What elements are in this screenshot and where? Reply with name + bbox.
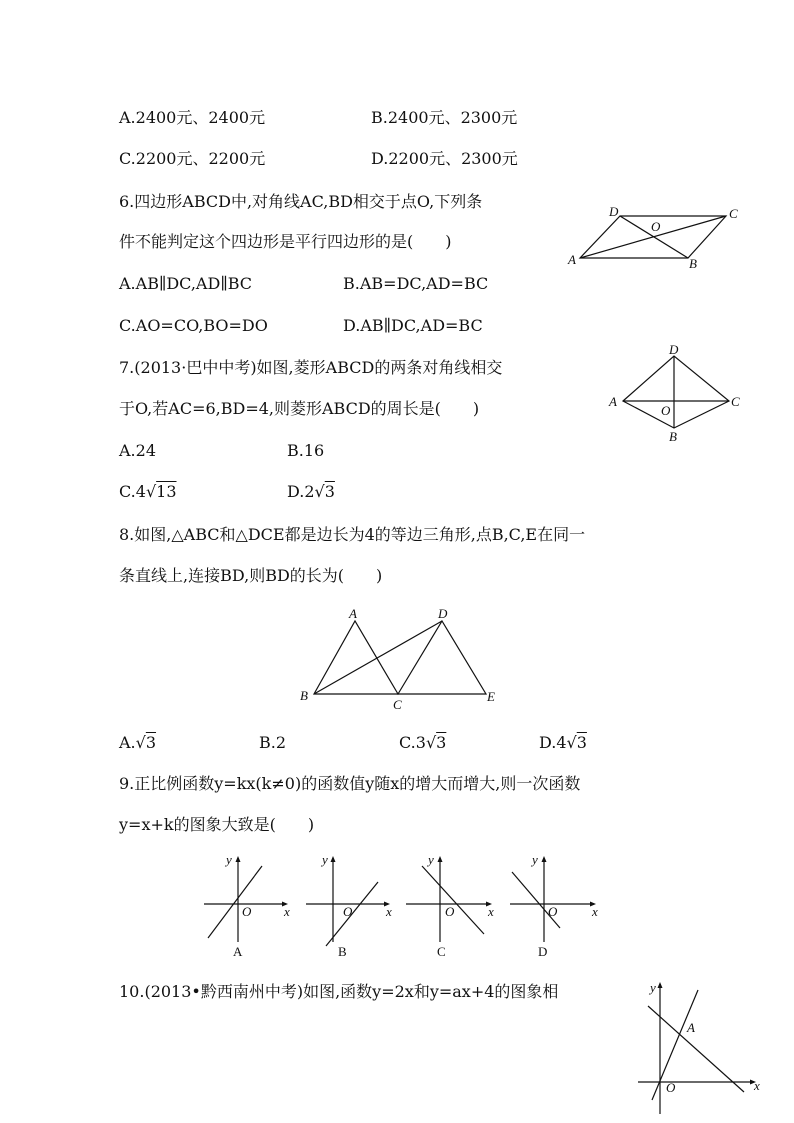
label-b: B bbox=[689, 256, 697, 271]
svg-text:y: y bbox=[428, 852, 434, 867]
q6-option-b: B.AB=DC,AD=BC bbox=[343, 274, 489, 293]
label-c: C bbox=[731, 394, 740, 409]
label-o: O bbox=[661, 403, 671, 418]
sqrt-symbol: √ bbox=[314, 482, 325, 501]
sqrt-symbol: √ bbox=[425, 733, 437, 752]
graph-label-b: B bbox=[338, 944, 347, 959]
q8-triangles-figure bbox=[296, 604, 506, 714]
q8-stem-line2: 条直线上,连接BD,则BD的长为( ) bbox=[119, 566, 383, 585]
q9-graph-c bbox=[402, 850, 498, 962]
q6-parallelogram-figure bbox=[560, 200, 750, 272]
q5-option-b: B.2400元、2300元 bbox=[371, 108, 518, 127]
graph-label-c: C bbox=[437, 944, 446, 959]
q6-stem-line2: 件不能判定这个四边形是平行四边形的是( ) bbox=[119, 232, 452, 251]
q8-option-d: D.4√3 bbox=[539, 733, 587, 752]
label-e: E bbox=[487, 689, 495, 704]
q6-stem-line1: 6.四边形ABCD中,对角线AC,BD相交于点O,下列条 bbox=[119, 192, 483, 211]
q7-option-c: C.4√13 bbox=[119, 482, 177, 501]
q6-option-c: C.AO=CO,BO=DO bbox=[119, 316, 268, 335]
label-a: A bbox=[349, 606, 357, 621]
q9-graph-b bbox=[300, 850, 396, 962]
q7-rhombus-figure bbox=[605, 342, 745, 444]
label-a: A bbox=[568, 252, 576, 267]
label-c: C bbox=[729, 206, 738, 221]
q8-option-a: A.√3 bbox=[119, 733, 157, 752]
sqrt-symbol: √ bbox=[135, 733, 146, 752]
svg-text:x: x bbox=[488, 904, 494, 919]
svg-text:O: O bbox=[445, 904, 455, 919]
label-d: D bbox=[438, 606, 448, 621]
graph-label-a: A bbox=[233, 944, 243, 959]
svg-text:O: O bbox=[548, 904, 558, 919]
q10-graph bbox=[630, 972, 764, 1118]
svg-text:y: y bbox=[650, 980, 656, 995]
sqrt-symbol: √ bbox=[566, 733, 577, 752]
graph-label-d: D bbox=[538, 944, 548, 959]
label-b: B bbox=[669, 429, 677, 444]
q7-stem-line1: 7.(2013·巴中中考)如图,菱形ABCD的两条对角线相交 bbox=[119, 358, 503, 377]
svg-text:y: y bbox=[226, 852, 232, 867]
q5-option-c: C.2200元、2200元 bbox=[119, 149, 266, 168]
label-o: O bbox=[651, 219, 661, 234]
svg-text:O: O bbox=[343, 904, 353, 919]
sqrt-symbol: √ bbox=[145, 482, 157, 501]
label-c: C bbox=[393, 697, 402, 712]
svg-text:y: y bbox=[322, 852, 328, 867]
q6-option-a: A.AB∥DC,AD∥BC bbox=[119, 274, 252, 293]
svg-text:O: O bbox=[666, 1080, 676, 1095]
label-d: D bbox=[609, 204, 619, 219]
q7-option-d: D.2√3 bbox=[287, 482, 335, 501]
svg-text:x: x bbox=[386, 904, 392, 919]
q9-stem-line2: y=x+k的图象大致是( ) bbox=[119, 815, 315, 834]
svg-text:y: y bbox=[532, 852, 538, 867]
svg-text:O: O bbox=[242, 904, 252, 919]
label-a: A bbox=[609, 394, 617, 409]
q8-option-b: B.2 bbox=[259, 733, 287, 752]
q7-option-b: B.16 bbox=[287, 441, 325, 460]
point-a: A bbox=[687, 1020, 695, 1035]
q6-option-d: D.AB∥DC,AD=BC bbox=[343, 316, 483, 335]
q7-option-a: A.24 bbox=[119, 441, 156, 460]
svg-text:x: x bbox=[592, 904, 598, 919]
q7-stem-line2: 于O,若AC=6,BD=4,则菱形ABCD的周长是( ) bbox=[119, 399, 480, 418]
q5-option-a: A.2400元、2400元 bbox=[119, 108, 266, 127]
q10-stem-line1: 10.(2013•黔西南州中考)如图,函数y=2x和y=ax+4的图象相 bbox=[119, 982, 559, 1001]
q8-stem-line1: 8.如图,△ABC和△DCE都是边长为4的等边三角形,点B,C,E在同一 bbox=[119, 525, 586, 544]
q9-stem-line1: 9.正比例函数y=kx(k≠0)的函数值y随x的增大而增大,则一次函数 bbox=[119, 774, 581, 793]
q5-option-d: D.2200元、2300元 bbox=[371, 149, 518, 168]
q8-option-c: C.3√3 bbox=[399, 733, 447, 752]
label-d: D bbox=[669, 342, 679, 357]
label-b: B bbox=[300, 688, 308, 703]
svg-text:x: x bbox=[754, 1078, 760, 1093]
q9-graph-a bbox=[198, 850, 294, 962]
q9-graph-d bbox=[504, 850, 600, 962]
svg-text:x: x bbox=[284, 904, 290, 919]
